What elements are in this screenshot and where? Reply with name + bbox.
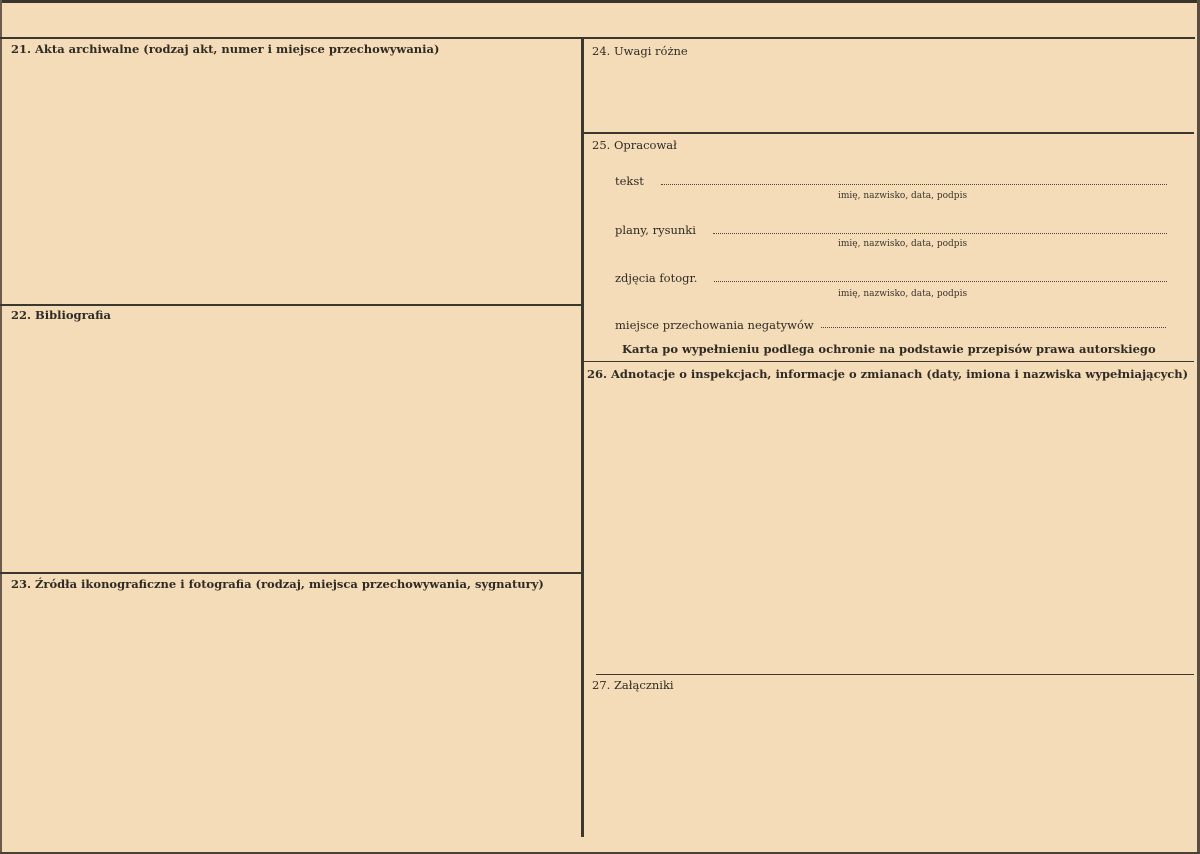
row-zdjecia-line[interactable] [714, 281, 1167, 282]
row-tekst-line[interactable] [661, 184, 1167, 185]
row-tekst-hint: imię, nazwisko, data, podpis [838, 191, 968, 201]
section-23-label: 23. Źródła ikonograficzne i fotografia (rodzaj, miejsca przechowywania, sygnatury) [11, 577, 544, 591]
row-plany-hint: imię, nazwisko, data, podpis [838, 239, 968, 249]
divider-center-vertical [581, 37, 584, 837]
row-plany-label: plany, rysunki [615, 223, 696, 237]
divider-24-25 [584, 132, 1194, 134]
section-26-label: 26. Adnotacje o inspekcjach, informacje o zmianach (daty, imiona i nazwiska wypełniających) [587, 367, 1189, 381]
row-zdjecia-hint: imię, nazwisko, data, podpis [838, 289, 968, 299]
section-25-label: 25. Opracował [592, 138, 677, 152]
section-22-label: 22. Bibliografia [11, 308, 111, 322]
row-plany-line[interactable] [713, 233, 1167, 234]
card-left-edge [0, 0, 2, 854]
divider-top [0, 37, 1195, 39]
section-27-label: 27. Załączniki [592, 678, 674, 692]
row-zdjecia-label: zdjęcia fotogr. [615, 271, 698, 285]
divider-26-27 [596, 674, 1194, 675]
divider-25-26 [584, 361, 1194, 362]
divider-21-22 [0, 304, 581, 306]
row-negatywy-line[interactable] [821, 327, 1166, 328]
divider-22-23 [0, 572, 581, 574]
copyright-note: Karta po wypełnieniu podlega ochronie na podstawie przepisów prawa autorskiego [622, 342, 1156, 356]
section-24-label: 24. Uwagi różne [592, 44, 688, 58]
row-negatywy-label: miejsce przechowania negatywów [615, 318, 814, 332]
card-top-edge [0, 0, 1200, 3]
section-21-label: 21. Akta archiwalne (rodzaj akt, numer i miejsce przechowywania) [11, 42, 440, 56]
row-tekst-label: tekst [615, 174, 644, 188]
